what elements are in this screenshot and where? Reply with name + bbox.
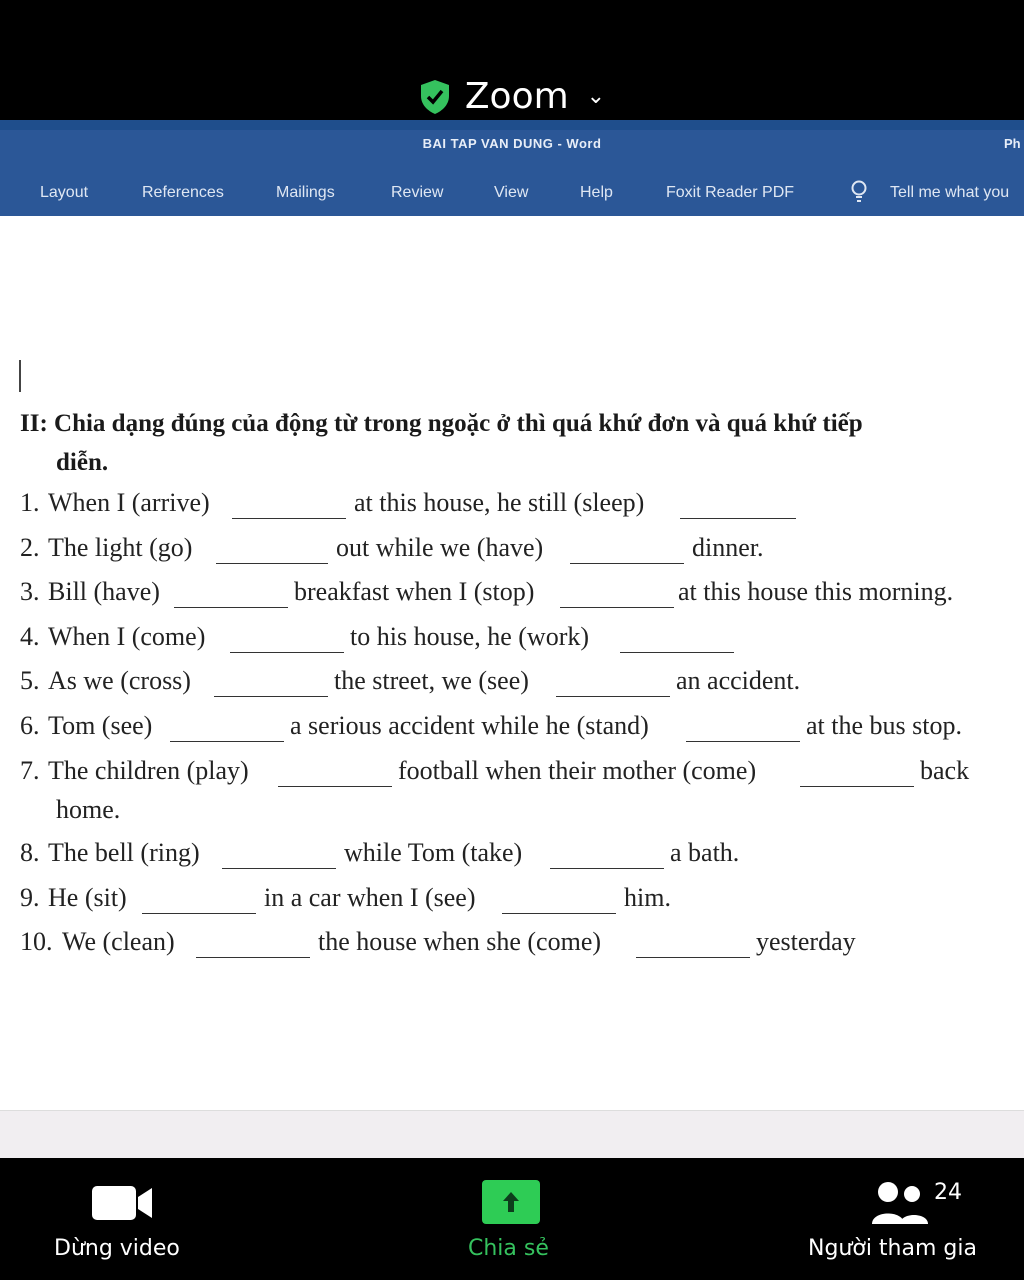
video-camera-icon[interactable] [92,1183,154,1223]
question-part-c: a bath. [670,838,740,867]
question-part-b: a serious accident while he (stand) [290,711,649,740]
answer-blank[interactable] [680,518,796,519]
question-number: 3. [20,577,40,606]
lightbulb-icon [850,180,868,204]
answer-blank[interactable] [174,607,288,608]
document-bottom-margin [0,1110,1024,1159]
participants-icon[interactable] [870,1180,932,1226]
question-part-b: the street, we (see) [334,666,529,695]
answer-blank[interactable] [222,868,336,869]
answer-blank[interactable] [570,563,684,564]
question-part-b: while Tom (take) [344,838,523,867]
question-part-d: home. [56,795,121,824]
question-part-a: We (clean) [62,927,175,956]
question-number: 7. [20,756,40,785]
answer-blank[interactable] [230,652,344,653]
question-number: 8. [20,838,40,867]
shield-check-icon [419,79,451,115]
question-part-a: When I (arrive) [48,488,210,517]
answer-blank[interactable] [550,868,664,869]
document-title: BAI TAP VAN DUNG - Word [422,136,602,151]
tab-references[interactable]: References [142,184,224,201]
tab-help[interactable]: Help [580,184,613,201]
answer-blank[interactable] [620,652,734,653]
chevron-down-icon: ⌄ [586,84,606,109]
question-part-b: to his house, he (work) [350,622,590,651]
answer-blank[interactable] [556,696,670,697]
stop-video-button[interactable]: Dừng video [54,1236,180,1261]
participants-button[interactable]: Người tham gia [808,1236,977,1261]
question-part-b: at this house, he still (sleep) [354,488,645,517]
question-part-c: at this house this morning. [678,577,954,606]
answer-blank[interactable] [232,518,346,519]
question-number: 2. [20,533,40,562]
question-number: 4. [20,622,40,651]
ribbon-top-strip [0,120,1024,130]
tab-view[interactable]: View [494,184,529,201]
question-part-a: The light (go) [48,533,193,562]
title-right-cut: Ph [1004,136,1021,151]
answer-blank[interactable] [170,741,284,742]
question-part-b: football when their mother (come) [398,756,757,785]
zoom-title-button[interactable] [0,76,1024,117]
answer-blank[interactable] [502,913,616,914]
exercise-heading [20,404,1000,482]
question-part-a: Bill (have) [48,577,160,606]
question-part-a: The bell (ring) [48,838,200,867]
text-cursor [19,360,21,392]
question-part-a: As we (cross) [48,666,191,695]
question-part-a: When I (come) [48,622,206,651]
question-part-a: Tom (see) [48,711,153,740]
tab-layout[interactable]: Layout [40,184,89,201]
answer-blank[interactable] [214,696,328,697]
answer-blank[interactable] [196,957,310,958]
tab-mailings[interactable]: Mailings [276,184,335,201]
question-part-c: an accident. [676,666,801,695]
share-screen-label[interactable]: Chia sẻ [468,1236,549,1261]
question-part-a: He (sit) [48,883,127,912]
heading-line-2: diễn. [56,449,109,476]
share-screen-button[interactable] [482,1180,540,1224]
ribbon-tabs [0,184,1024,208]
question-number: 6. [20,711,40,740]
question-number: 1. [20,488,40,517]
answer-blank[interactable] [800,786,914,787]
question-number: 5. [20,666,40,695]
question-part-b: in a car when I (see) [264,883,476,912]
question-part-b: the house when she (come) [318,927,602,956]
question-part-c: him. [624,883,671,912]
heading-line-1: II: Chia dạng đúng của động từ trong ngoặc ở thì quá khứ đơn và quá khứ tiếp [20,410,863,437]
question-part-c: at the bus stop. [806,711,962,740]
question-part-a: The children (play) [48,756,249,785]
participants-count: 24 [934,1180,962,1205]
question-part-c: yesterday [756,927,856,956]
tell-me-search[interactable]: Tell me what you [890,184,1010,201]
document-page[interactable] [0,216,1024,1110]
answer-blank[interactable] [636,957,750,958]
tab-review[interactable]: Review [391,184,444,201]
question-number: 10. [20,927,53,956]
answer-blank[interactable] [686,741,800,742]
question-part-c: back [920,756,970,785]
answer-blank[interactable] [560,607,674,608]
answer-blank[interactable] [278,786,392,787]
question-part-b: breakfast when I (stop) [294,577,535,606]
zoom-app-title: Zoom [464,76,569,117]
arrow-up-icon [501,1190,521,1214]
question-part-c: dinner. [692,533,764,562]
answer-blank[interactable] [216,563,328,564]
answer-blank[interactable] [142,913,256,914]
question-number: 9. [20,883,40,912]
tab-foxit-reader-pdf[interactable]: Foxit Reader PDF [666,184,795,201]
question-part-b: out while we (have) [336,533,544,562]
